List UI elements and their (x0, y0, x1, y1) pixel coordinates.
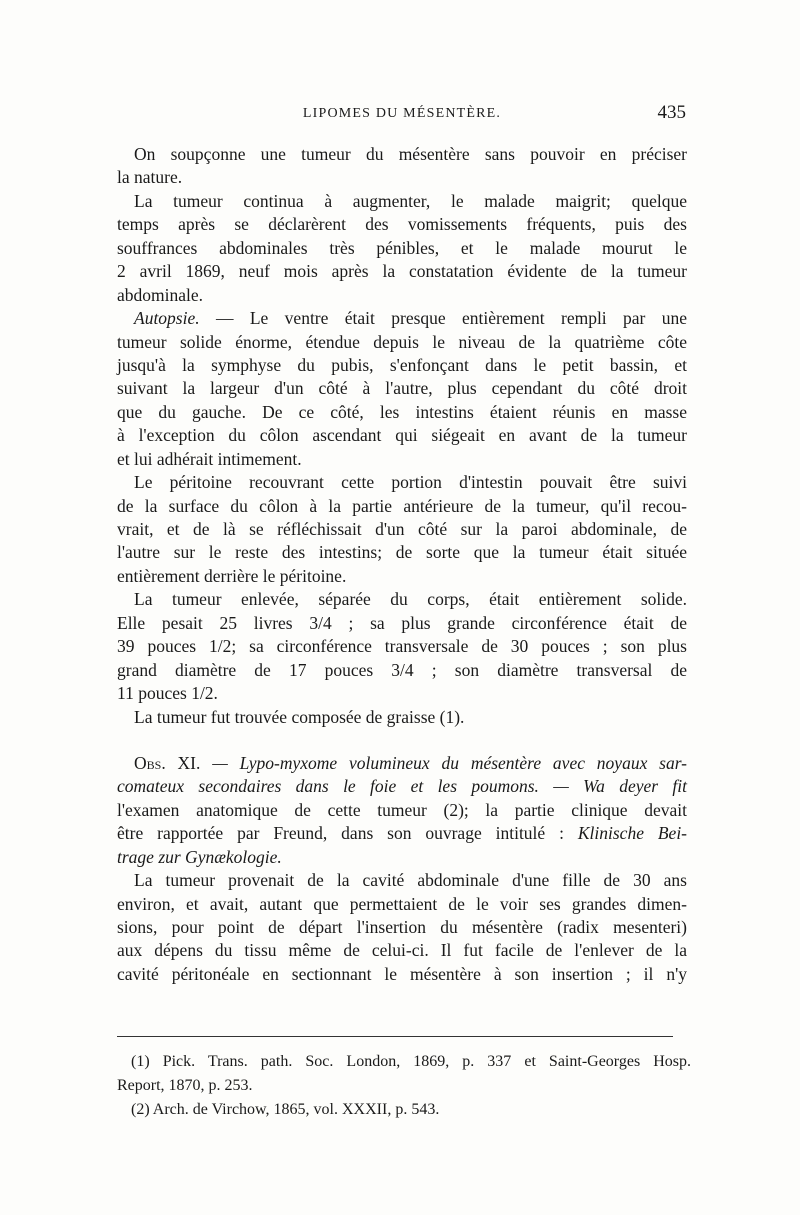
text-line: La tumeur continua à augmenter, le malade maigrit; quelque (134, 190, 687, 211)
text-line: grand diamètre de 17 pouces 3/4 ; son diamètre transversal de (117, 659, 687, 680)
text-line (117, 752, 687, 775)
text-line: abdominale. (117, 284, 204, 305)
text-line: l'autre sur le reste des intestins; de sorte que la tumeur était située (117, 542, 687, 563)
text-line: aux dépens du tissu même de celui-ci. Il fut facile de l'enlever de la (117, 940, 687, 961)
text-fragment: Le ventre était presque entièrement rempli par une (249, 308, 688, 329)
text-line: l'examen anatomique de cette tumeur (2); la partie clinique devait (117, 799, 687, 820)
footnote-line: (2) Arch. de Virchow, 1865, vol. XXXII, p. 543. (131, 1101, 440, 1118)
text-line (117, 822, 687, 845)
text-fragment: être rapportée par Freund, dans son ouvrage intitulé : (117, 823, 564, 844)
obs-label: Obs. XI. (134, 752, 201, 773)
footnote-divider (117, 1036, 673, 1037)
text-line: 2 avril 1869, neuf mois après la constatation évidente de la tumeur (117, 261, 687, 282)
klinische-title: Klinische Bei- (577, 823, 688, 844)
text-line: 39 pouces 1/2; sa circonférence transversale de 30 pouces ; son plus (117, 636, 687, 657)
text-line: trage zur Gynækologie. (117, 846, 282, 867)
text-line: et lui adhérait intimement. (117, 448, 302, 469)
text-line: souffrances abdominales très pénibles, et le malade mourut le (117, 237, 687, 258)
text-line: sions, pour point de départ l'insertion du mésentère (radix mesenteri) (117, 917, 687, 937)
text-line: que du gauche. De ce côté, les intestins étaient réunis en masse (117, 401, 687, 422)
text-line: la nature. (117, 167, 183, 188)
text-line: 11 pouces 1/2. (117, 683, 218, 704)
text-line: La tumeur fut trouvée composée de graisse (1). (134, 706, 465, 727)
footnotes (117, 1050, 691, 1122)
text-line: vrait, et de là se réfléchissait d'un côté sur la paroi abdominale, de (117, 519, 687, 539)
text-line: La tumeur enlevée, séparée du corps, était entièrement solide. (134, 589, 687, 610)
page-number: 435 (657, 102, 686, 123)
text-line: suivant la largeur d'un côté à l'autre, plus cependant du côté droit (117, 378, 687, 399)
paragraph-gap (117, 729, 687, 752)
text-line: Autopsie. — Le ventre était presque entièrement rempli par une (134, 308, 688, 329)
text-line: tumeur solide énorme, étendue depuis le niveau de la quatrième côte (117, 331, 687, 352)
text-line: de la surface du côlon à la partie antérieure de la tumeur, qu'il recou- (117, 495, 687, 516)
text-line: environ, et avait, autant que permettaient de le voir ses grandes dimen- (117, 893, 687, 914)
text-line: temps après se déclarèrent des vomissements fréquents, puis des (117, 214, 687, 235)
text-line: entièrement derrière le péritoine. (117, 565, 347, 586)
text-line: On soupçonne une tumeur du mésentère sans pouvoir en préciser (134, 144, 687, 164)
page-header (118, 104, 686, 128)
running-head: LIPOMES DU MÉSENTÈRE. (302, 106, 502, 121)
autopsie-label: Autopsie. (134, 308, 200, 329)
body-text (117, 143, 687, 986)
text-line: Elle pesait 25 livres 3/4 ; sa plus grande circonférence était de (117, 612, 687, 633)
text-fragment: — Lypo-myxome volumineux du mésentère avec noyaux sar- (212, 752, 688, 773)
text-line: La tumeur provenait de la cavité abdominale d'une fille de 30 ans (134, 870, 687, 891)
text-line: cavité péritonéale en sectionnant le mésentère à son insertion ; il n'y (117, 963, 687, 984)
footnote-line: Report, 1870, p. 253. (117, 1077, 253, 1094)
text-line: comateux secondaires dans le foie et les poumons. — Wa deyer fit (117, 776, 687, 797)
text-line: Le péritoine recouvrant cette portion d'intestin pouvait être suivi (134, 472, 687, 493)
text-line: à l'exception du côlon ascendant qui siégeait en avant de la tumeur (117, 425, 687, 446)
text-line: jusqu'à la symphyse du pubis, s'enfonçant dans le petit bassin, et (117, 354, 687, 375)
footnote-line: (1) Pick. Trans. path. Soc. London, 1869, p. 337 et Saint-Georges Hosp. (131, 1053, 691, 1070)
